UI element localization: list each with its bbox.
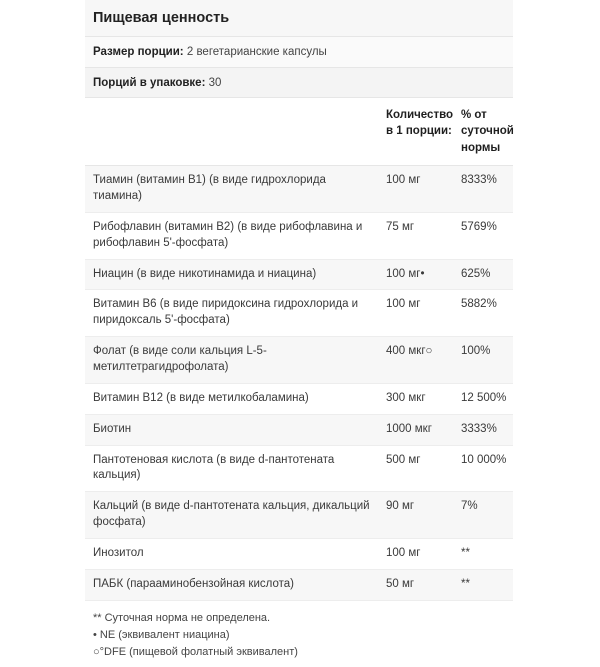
serving-size-value: 2 вегетарианские капсулы bbox=[186, 46, 327, 59]
cell-amount-per-serving: 500 мг bbox=[378, 445, 453, 492]
cell-amount-per-serving: 90 мг bbox=[378, 492, 453, 539]
cell-nutrient-name: Биотин bbox=[85, 414, 378, 445]
cell-daily-value: 7% bbox=[453, 492, 513, 539]
table-header-row bbox=[85, 98, 513, 165]
table-row bbox=[85, 383, 513, 414]
cell-amount-per-serving: 50 мг bbox=[378, 569, 453, 600]
servings-per-container-value: 30 bbox=[208, 76, 222, 89]
column-header-amount-line1: Количество bbox=[386, 109, 454, 122]
table-row bbox=[85, 445, 513, 492]
cell-daily-value: 5769% bbox=[453, 212, 513, 259]
cell-nutrient-name: Инозитол bbox=[85, 539, 378, 570]
cell-daily-value: 5882% bbox=[453, 290, 513, 337]
cell-amount-per-serving: 100 мг bbox=[378, 539, 453, 570]
cell-nutrient-name: Тиамин (витамин B1) (в виде гидрохлорида тиамина) bbox=[85, 166, 378, 213]
cell-daily-value: 100% bbox=[453, 337, 513, 384]
column-header-amount-line2: в 1 порции: bbox=[386, 125, 452, 138]
footnote-line: ** Суточная норма не определена. bbox=[93, 611, 271, 624]
column-header-nutrient bbox=[85, 98, 378, 165]
cell-daily-value: 12 500% bbox=[453, 383, 513, 414]
serving-size-row bbox=[85, 37, 513, 67]
footnote-line: ○°DFE (пищевой фолатный эквивалент) bbox=[93, 645, 298, 658]
cell-amount-per-serving: 75 мг bbox=[378, 212, 453, 259]
nutrition-facts-table bbox=[85, 98, 513, 601]
table-body bbox=[85, 166, 513, 601]
table-row bbox=[85, 259, 513, 290]
cell-daily-value: 625% bbox=[453, 259, 513, 290]
table-row bbox=[85, 212, 513, 259]
cell-amount-per-serving: 100 мг• bbox=[378, 259, 453, 290]
table-row bbox=[85, 569, 513, 600]
table-row bbox=[85, 290, 513, 337]
cell-nutrient-name: Ниацин (в виде никотинамида и ниацина) bbox=[85, 259, 378, 290]
serving-size-label: Размер порции: bbox=[93, 46, 184, 59]
cell-nutrient-name: Витамин B6 (в виде пиридоксина гидрохлорида и пиридоксаль 5'-фосфата) bbox=[85, 290, 378, 337]
column-header-dv-line2: суточной bbox=[461, 125, 514, 138]
page-title: Пищевая ценность bbox=[85, 0, 513, 37]
column-header-daily-value bbox=[453, 98, 513, 165]
cell-amount-per-serving: 400 мкг○ bbox=[378, 337, 453, 384]
column-header-amount bbox=[378, 98, 453, 165]
servings-per-container-label: Порций в упаковке: bbox=[93, 76, 206, 89]
cell-daily-value: ** bbox=[453, 569, 513, 600]
cell-daily-value: 8333% bbox=[453, 166, 513, 213]
table-row bbox=[85, 539, 513, 570]
table-row bbox=[85, 166, 513, 213]
table-row bbox=[85, 337, 513, 384]
cell-amount-per-serving: 100 мг bbox=[378, 290, 453, 337]
cell-daily-value: 3333% bbox=[453, 414, 513, 445]
cell-nutrient-name: Фолат (в виде соли кальция L-5-метилтетрагидрофолата) bbox=[85, 337, 378, 384]
column-header-dv-line3: нормы bbox=[461, 141, 501, 154]
nutrition-facts-panel bbox=[85, 0, 513, 667]
cell-nutrient-name: Кальций (в виде d-пантотената кальция, дикальций фосфата) bbox=[85, 492, 378, 539]
cell-amount-per-serving: 300 мкг bbox=[378, 383, 453, 414]
cell-nutrient-name: Пантотеновая кислота (в виде d-пантотената кальция) bbox=[85, 445, 378, 492]
table-row bbox=[85, 414, 513, 445]
column-header-dv-line1: % от bbox=[461, 109, 487, 122]
cell-nutrient-name: ПАБК (парааминобензойная кислота) bbox=[85, 569, 378, 600]
cell-amount-per-serving: 1000 мкг bbox=[378, 414, 453, 445]
cell-nutrient-name: Витамин B12 (в виде метилкобаламина) bbox=[85, 383, 378, 414]
servings-per-container-row bbox=[85, 68, 513, 98]
footnote-line: • NE (эквивалент ниацина) bbox=[93, 628, 230, 641]
cell-nutrient-name: Рибофлавин (витамин B2) (в виде рибофлавина и рибофлавин 5'-фосфата) bbox=[85, 212, 378, 259]
cell-amount-per-serving: 100 мг bbox=[378, 166, 453, 213]
cell-daily-value: ** bbox=[453, 539, 513, 570]
footnotes bbox=[85, 601, 513, 667]
table-row bbox=[85, 492, 513, 539]
cell-daily-value: 10 000% bbox=[453, 445, 513, 492]
